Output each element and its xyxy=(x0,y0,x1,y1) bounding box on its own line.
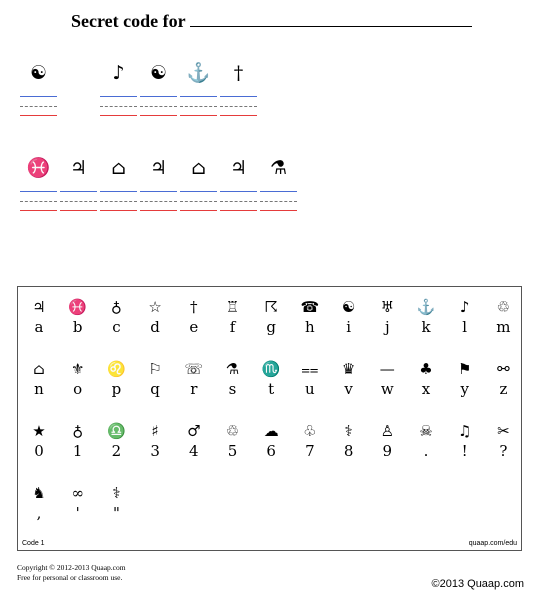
answer-line xyxy=(180,106,217,107)
key-symbol: ♂ xyxy=(187,422,201,440)
site-label: quaap.com/edu xyxy=(468,540,517,547)
key-entry xyxy=(136,297,174,337)
key-character: " xyxy=(112,504,120,522)
key-entry xyxy=(446,421,484,461)
cipher-symbol: ⌂ xyxy=(191,157,206,179)
key-symbol: ☈ xyxy=(264,298,278,316)
answer-line xyxy=(20,115,57,116)
answer-line xyxy=(140,106,177,107)
key-character: o xyxy=(73,380,83,398)
key-character: 6 xyxy=(266,442,276,460)
key-symbol: — xyxy=(379,360,395,378)
key-entry xyxy=(136,359,174,399)
answer-line[interactable] xyxy=(100,96,137,97)
answer-line[interactable] xyxy=(220,96,257,97)
key-character: ' xyxy=(75,504,80,522)
key-symbol: ♲ xyxy=(496,298,511,316)
key-symbol: ♙ xyxy=(380,422,395,440)
cipher-symbol: ♓ xyxy=(26,157,51,179)
key-symbol: ♖ xyxy=(225,298,240,316)
key-symbol: ☏ xyxy=(184,360,204,378)
key-entry xyxy=(484,421,522,461)
key-character: 7 xyxy=(305,442,315,460)
puzzle-letter-slot xyxy=(140,155,177,181)
key-entry xyxy=(291,297,329,337)
key-symbol: ⚯ xyxy=(497,360,510,378)
title-text: Secret code for xyxy=(71,11,186,31)
key-entry xyxy=(291,421,329,461)
puzzle-letter-slot xyxy=(220,155,257,181)
key-entry xyxy=(368,359,406,399)
key-entry xyxy=(330,359,368,399)
key-entry xyxy=(252,297,290,337)
puzzle-letter-slot xyxy=(20,60,57,86)
key-character: h xyxy=(305,318,315,336)
key-symbol: ⚓ xyxy=(416,298,436,316)
answer-line xyxy=(220,210,257,211)
answer-line xyxy=(100,210,137,211)
key-symbol: ♯ xyxy=(151,422,159,440)
name-blank-line[interactable] xyxy=(190,10,472,27)
puzzle-letter-slot xyxy=(180,155,217,181)
cipher-symbol: ♃ xyxy=(149,157,168,179)
answer-line[interactable] xyxy=(20,96,57,97)
key-character: w xyxy=(380,380,394,398)
key-entry xyxy=(59,297,97,337)
key-character: ! xyxy=(461,442,468,460)
key-symbol: ⌂ xyxy=(33,360,45,378)
key-character: s xyxy=(228,380,237,398)
key-entry xyxy=(20,483,58,523)
key-character: 4 xyxy=(189,442,199,460)
key-symbol: ⚐ xyxy=(148,360,162,378)
key-entry xyxy=(136,421,174,461)
answer-line xyxy=(180,210,217,211)
cipher-symbol: † xyxy=(233,62,244,84)
usage-text: Free for personal or classroom use. xyxy=(17,573,123,582)
code-label: Code 1 xyxy=(22,540,45,547)
answer-line xyxy=(260,210,297,211)
key-symbol: ♌ xyxy=(107,360,126,378)
copyright-notice xyxy=(17,563,126,583)
key-entry xyxy=(59,483,97,523)
answer-line xyxy=(60,210,97,211)
key-entry xyxy=(97,359,135,399)
puzzle-letter-slot xyxy=(260,155,297,181)
key-character: u xyxy=(305,380,315,398)
key-symbol: ☁ xyxy=(263,422,279,440)
answer-line[interactable] xyxy=(180,191,217,192)
puzzle-letter-slot xyxy=(100,60,137,86)
key-character: r xyxy=(190,380,198,398)
answer-line xyxy=(220,106,257,107)
key-character: c xyxy=(112,318,121,336)
key-entry xyxy=(97,297,135,337)
answer-line xyxy=(20,201,57,202)
key-character: a xyxy=(34,318,44,336)
key-entry xyxy=(252,421,290,461)
key-symbol: ♃ xyxy=(32,298,46,316)
puzzle-letter-slot xyxy=(140,60,177,86)
key-entry xyxy=(175,359,213,399)
key-entry xyxy=(97,421,135,461)
puzzle-letter-slot xyxy=(20,155,57,181)
key-character: 3 xyxy=(150,442,160,460)
key-entry xyxy=(175,421,213,461)
key-character: g xyxy=(266,318,276,336)
page-title xyxy=(71,10,472,32)
key-symbol: ⚑ xyxy=(457,360,472,378)
key-symbol: ☯ xyxy=(341,298,356,316)
key-symbol: ⚜ xyxy=(70,360,85,378)
key-entry xyxy=(368,421,406,461)
key-character: z xyxy=(499,380,508,398)
key-character: 2 xyxy=(111,442,122,460)
answer-line xyxy=(100,201,137,202)
answer-line[interactable] xyxy=(20,191,57,192)
answer-line xyxy=(260,201,297,202)
key-entry xyxy=(407,359,445,399)
key-entry xyxy=(214,421,252,461)
key-symbol: ♎ xyxy=(107,422,126,440)
key-character: 5 xyxy=(227,442,238,460)
key-entry xyxy=(214,297,252,337)
key-symbol: ♧ xyxy=(303,422,317,440)
answer-line[interactable] xyxy=(60,191,97,192)
key-entry xyxy=(175,297,213,337)
key-symbol: ♫ xyxy=(457,422,472,440)
key-symbol: ♪ xyxy=(459,298,470,316)
key-entry xyxy=(252,359,290,399)
key-entry xyxy=(446,297,484,337)
key-entry xyxy=(407,421,445,461)
answer-line xyxy=(140,210,177,211)
key-character: v xyxy=(344,380,353,398)
key-symbol: ⚗ xyxy=(225,360,240,378)
key-entry xyxy=(59,359,97,399)
key-character: t xyxy=(268,380,275,398)
answer-line xyxy=(100,115,137,116)
key-character: n xyxy=(34,380,44,398)
key-symbol: ✂ xyxy=(497,422,510,440)
key-character: k xyxy=(421,318,431,336)
cipher-symbol: ♃ xyxy=(69,157,88,179)
answer-line xyxy=(140,201,177,202)
key-character: , xyxy=(36,504,42,522)
cipher-symbol: ♪ xyxy=(112,62,125,84)
key-symbol: ∞ xyxy=(71,484,84,502)
key-character: x xyxy=(421,380,431,398)
puzzle-letter-slot xyxy=(180,60,217,86)
key-symbol: ★ xyxy=(32,422,46,440)
key-character: 9 xyxy=(382,442,393,460)
answer-line xyxy=(60,201,97,202)
key-symbol: ♣ xyxy=(419,360,433,378)
key-character: l xyxy=(462,318,468,336)
key-symbol: ♁ xyxy=(72,422,84,440)
key-symbol: ☠ xyxy=(419,422,433,440)
answer-line xyxy=(20,106,57,107)
key-character: m xyxy=(496,318,511,336)
key-entry xyxy=(59,421,97,461)
cipher-symbol: ♃ xyxy=(229,157,248,179)
key-character: i xyxy=(346,318,351,336)
key-character: 0 xyxy=(34,442,44,460)
key-character: 8 xyxy=(343,442,354,460)
key-entry xyxy=(446,359,484,399)
key-symbol: ☆ xyxy=(148,298,162,316)
answer-line xyxy=(20,210,57,211)
key-entry xyxy=(214,359,252,399)
key-symbol: ⚕ xyxy=(344,422,353,440)
key-entry xyxy=(484,297,522,337)
key-symbol: † xyxy=(190,298,198,316)
key-character: b xyxy=(72,318,83,336)
key-character: e xyxy=(189,318,199,336)
puzzle-letter-slot xyxy=(220,60,257,86)
answer-line[interactable] xyxy=(260,191,297,192)
key-entry xyxy=(20,359,58,399)
key-entry xyxy=(20,297,58,337)
key-entry xyxy=(407,297,445,337)
key-character: j xyxy=(384,318,390,336)
key-character: y xyxy=(460,380,469,398)
cipher-symbol: ⚗ xyxy=(269,157,288,179)
cipher-key-box xyxy=(17,286,522,551)
watermark: ©2013 Quaap.com xyxy=(431,578,524,590)
key-symbol: ♓ xyxy=(68,298,88,316)
cipher-symbol: ☯ xyxy=(29,62,48,84)
answer-line xyxy=(100,106,137,107)
key-entry xyxy=(484,359,522,399)
key-entry xyxy=(330,297,368,337)
cipher-symbol: ⌂ xyxy=(111,157,126,179)
answer-line xyxy=(140,115,177,116)
key-character: p xyxy=(111,380,122,398)
key-symbol: ♞ xyxy=(32,484,46,502)
key-entry xyxy=(291,359,329,399)
answer-line xyxy=(180,115,217,116)
answer-line xyxy=(220,115,257,116)
puzzle-letter-slot xyxy=(100,155,137,181)
cipher-symbol: ⚓ xyxy=(186,62,211,84)
key-character: d xyxy=(150,318,160,336)
answer-line[interactable] xyxy=(180,96,217,97)
key-symbol: ☎ xyxy=(300,298,320,316)
key-symbol: ♲ xyxy=(225,422,240,440)
key-character: f xyxy=(229,318,236,336)
key-entry xyxy=(330,421,368,461)
key-symbol: ♅ xyxy=(380,298,395,316)
key-entry xyxy=(97,483,135,523)
answer-line xyxy=(180,201,217,202)
answer-line[interactable] xyxy=(140,191,177,192)
key-symbol: ♛ xyxy=(341,360,356,378)
answer-line[interactable] xyxy=(100,191,137,192)
answer-line[interactable] xyxy=(220,191,257,192)
key-character: . xyxy=(423,442,429,460)
answer-line[interactable] xyxy=(140,96,177,97)
key-symbol: ⩵ xyxy=(301,360,319,378)
key-entry xyxy=(20,421,58,461)
key-character: 1 xyxy=(72,442,83,460)
key-entry xyxy=(368,297,406,337)
key-symbol: ♏ xyxy=(261,360,281,378)
key-character: ? xyxy=(499,442,508,460)
key-character: q xyxy=(150,380,160,398)
key-symbol: ♁ xyxy=(110,298,122,316)
cipher-symbol: ☯ xyxy=(149,62,168,84)
answer-line xyxy=(220,201,257,202)
puzzle-letter-slot xyxy=(60,155,97,181)
key-symbol: ⚕ xyxy=(112,484,121,502)
copyright-text: Copyright © 2012-2013 Quaap.com xyxy=(17,563,126,572)
